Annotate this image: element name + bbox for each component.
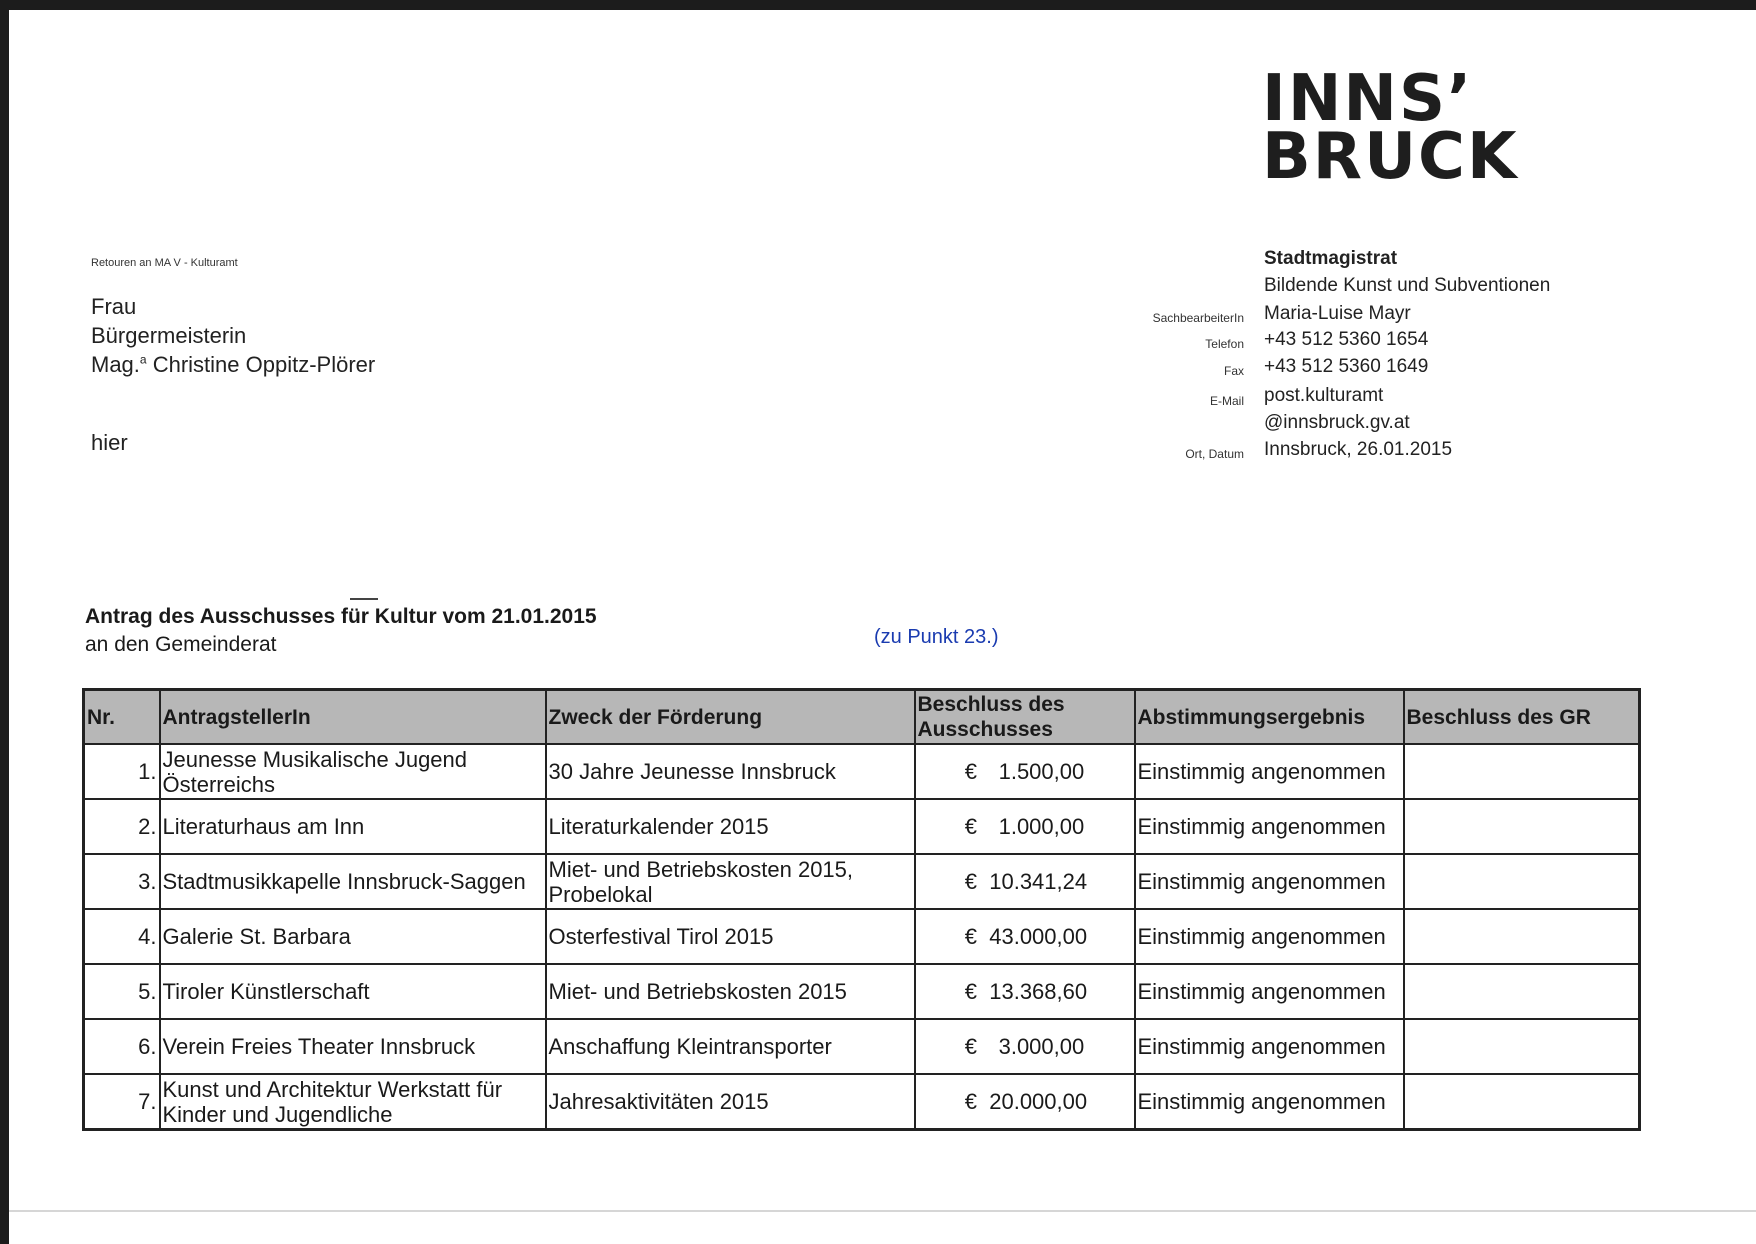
- cell-purpose: Literaturkalender 2015: [546, 799, 915, 854]
- cell-applicant: Verein Freies Theater Innsbruck: [160, 1019, 546, 1074]
- cell-applicant: Literaturhaus am Inn: [160, 799, 546, 854]
- cell-council-decision: [1404, 964, 1640, 1019]
- cell-nr: 4.: [84, 909, 160, 964]
- cell-council-decision: [1404, 1074, 1640, 1130]
- cell-vote: Einstimmig angenommen: [1135, 744, 1404, 799]
- cell-nr: 2.: [84, 799, 160, 854]
- table-row: [84, 964, 1640, 1019]
- header-nr: Nr.: [84, 690, 160, 745]
- pen-mark: [350, 598, 378, 600]
- amount-value: 20.000,00: [989, 1089, 1088, 1114]
- cell-council-decision: [1404, 854, 1640, 909]
- email-value-line-2: @innsbruck.gv.at: [1264, 412, 1410, 433]
- cell-amount: [915, 909, 1135, 964]
- header-council-decision: Beschluss des GR: [1404, 690, 1640, 745]
- amount-value: 13.368,60: [989, 979, 1088, 1004]
- table-row: [84, 799, 1640, 854]
- cell-council-decision: [1404, 1019, 1640, 1074]
- fax-value: +43 512 5360 1649: [1264, 356, 1429, 377]
- scan-border-left: [0, 0, 9, 1244]
- place-date-value: Innsbruck, 26.01.2015: [1264, 439, 1453, 460]
- email-label: E-Mail: [1209, 394, 1244, 408]
- cell-amount: [915, 854, 1135, 909]
- currency-symbol: €: [964, 814, 977, 839]
- cell-vote: Einstimmig angenommen: [1135, 909, 1404, 964]
- document-title: Antrag des Ausschusses für Kultur vom 21.01.2015: [85, 605, 597, 628]
- cell-purpose: Jahresaktivitäten 2015: [546, 1074, 915, 1130]
- amount-value: 3.000,00: [998, 1034, 1085, 1059]
- header-committee-decision: Beschluss des Ausschusses: [915, 690, 1135, 745]
- amount-value: 10.341,24: [989, 869, 1088, 894]
- phone-label: Telefon: [1205, 337, 1244, 351]
- logo-line-2: BRUCK: [1262, 120, 1519, 194]
- currency-symbol: €: [964, 869, 977, 894]
- cell-amount: [915, 1074, 1135, 1130]
- table-row: [84, 1019, 1640, 1074]
- clerk-value: Maria-Luise Mayr: [1264, 303, 1411, 324]
- cell-applicant: Tiroler Künstlerschaft: [160, 964, 546, 1019]
- cell-vote: Einstimmig angenommen: [1135, 799, 1404, 854]
- phone-value: +43 512 5360 1654: [1264, 329, 1429, 350]
- document-subtitle: an den Gemeinderat: [85, 633, 277, 656]
- header-purpose: Zweck der Förderung: [546, 690, 915, 745]
- amount-value: 43.000,00: [989, 924, 1088, 949]
- currency-symbol: €: [964, 1034, 977, 1059]
- recipient-role: Bürgermeisterin: [91, 323, 247, 348]
- recipient-salutation: Frau: [91, 294, 137, 319]
- cell-purpose: Anschaffung Kleintransporter: [546, 1019, 915, 1074]
- email-value-line-1: post.kulturamt: [1264, 385, 1384, 406]
- header-vote-result: Abstimmungsergebnis: [1135, 690, 1404, 745]
- table-row: [84, 909, 1640, 964]
- cell-nr: 5.: [84, 964, 160, 1019]
- cell-applicant: Kunst und Architektur Werkstatt für Kinder und Jugendliche: [160, 1074, 546, 1130]
- sender-dept: Bildende Kunst und Subventionen: [1264, 275, 1551, 296]
- cell-vote: Einstimmig angenommen: [1135, 964, 1404, 1019]
- cell-purpose: Miet- und Betriebskosten 2015: [546, 964, 915, 1019]
- table-row: [84, 744, 1640, 799]
- currency-symbol: €: [964, 979, 977, 1004]
- logo-line-1: INNS’: [1262, 62, 1474, 136]
- cell-purpose: Osterfestival Tirol 2015: [546, 909, 915, 964]
- table-header-row: [84, 690, 1640, 745]
- cell-council-decision: [1404, 744, 1640, 799]
- cell-purpose: Miet- und Betriebskosten 2015, Probelokal: [546, 854, 915, 909]
- funding-table: [82, 688, 1641, 1131]
- cell-nr: 7.: [84, 1074, 160, 1130]
- recipient-name: [91, 352, 375, 378]
- recipient-location: hier: [91, 430, 128, 455]
- sender-org: Stadtmagistrat: [1264, 248, 1398, 269]
- cell-vote: Einstimmig angenommen: [1135, 1074, 1404, 1130]
- cell-amount: [915, 799, 1135, 854]
- header-applicant: AntragstellerIn: [160, 690, 546, 745]
- cell-vote: Einstimmig angenommen: [1135, 854, 1404, 909]
- clerk-label: SachbearbeiterIn: [1152, 311, 1244, 325]
- cell-amount: [915, 744, 1135, 799]
- scan-border-top: [0, 0, 1756, 10]
- table-row: [84, 854, 1640, 909]
- fax-label: Fax: [1223, 364, 1244, 378]
- amount-value: 1.000,00: [998, 814, 1085, 839]
- cell-nr: 6.: [84, 1019, 160, 1074]
- currency-symbol: €: [964, 924, 977, 949]
- cell-council-decision: [1404, 909, 1640, 964]
- cell-nr: 1.: [84, 744, 160, 799]
- cell-amount: [915, 964, 1135, 1019]
- currency-symbol: €: [964, 1089, 977, 1114]
- currency-symbol: €: [964, 759, 977, 784]
- amount-value: 1.500,00: [998, 759, 1085, 784]
- innsbruck-logo: [1262, 62, 1519, 194]
- cell-vote: Einstimmig angenommen: [1135, 1019, 1404, 1074]
- return-address: Retouren an MA V - Kulturamt: [91, 257, 238, 269]
- cell-purpose: 30 Jahre Jeunesse Innsbruck: [546, 744, 915, 799]
- cell-council-decision: [1404, 799, 1640, 854]
- cell-applicant: Stadtmusikkapelle Innsbruck-Saggen: [160, 854, 546, 909]
- agenda-note: (zu Punkt 23.): [874, 626, 999, 648]
- recipient-full-name: Christine Oppitz-Plörer: [146, 352, 376, 377]
- place-date-label: Ort, Datum: [1185, 447, 1244, 461]
- recipient-title-superscript: a: [139, 352, 147, 367]
- cell-amount: [915, 1019, 1135, 1074]
- table-row: [84, 1074, 1640, 1130]
- page-bottom-divider: [9, 1210, 1756, 1212]
- cell-applicant: Jeunesse Musikalische Jugend Österreichs: [160, 744, 546, 799]
- cell-applicant: Galerie St. Barbara: [160, 909, 546, 964]
- recipient-title-prefix: Mag.: [91, 352, 140, 377]
- cell-nr: 3.: [84, 854, 160, 909]
